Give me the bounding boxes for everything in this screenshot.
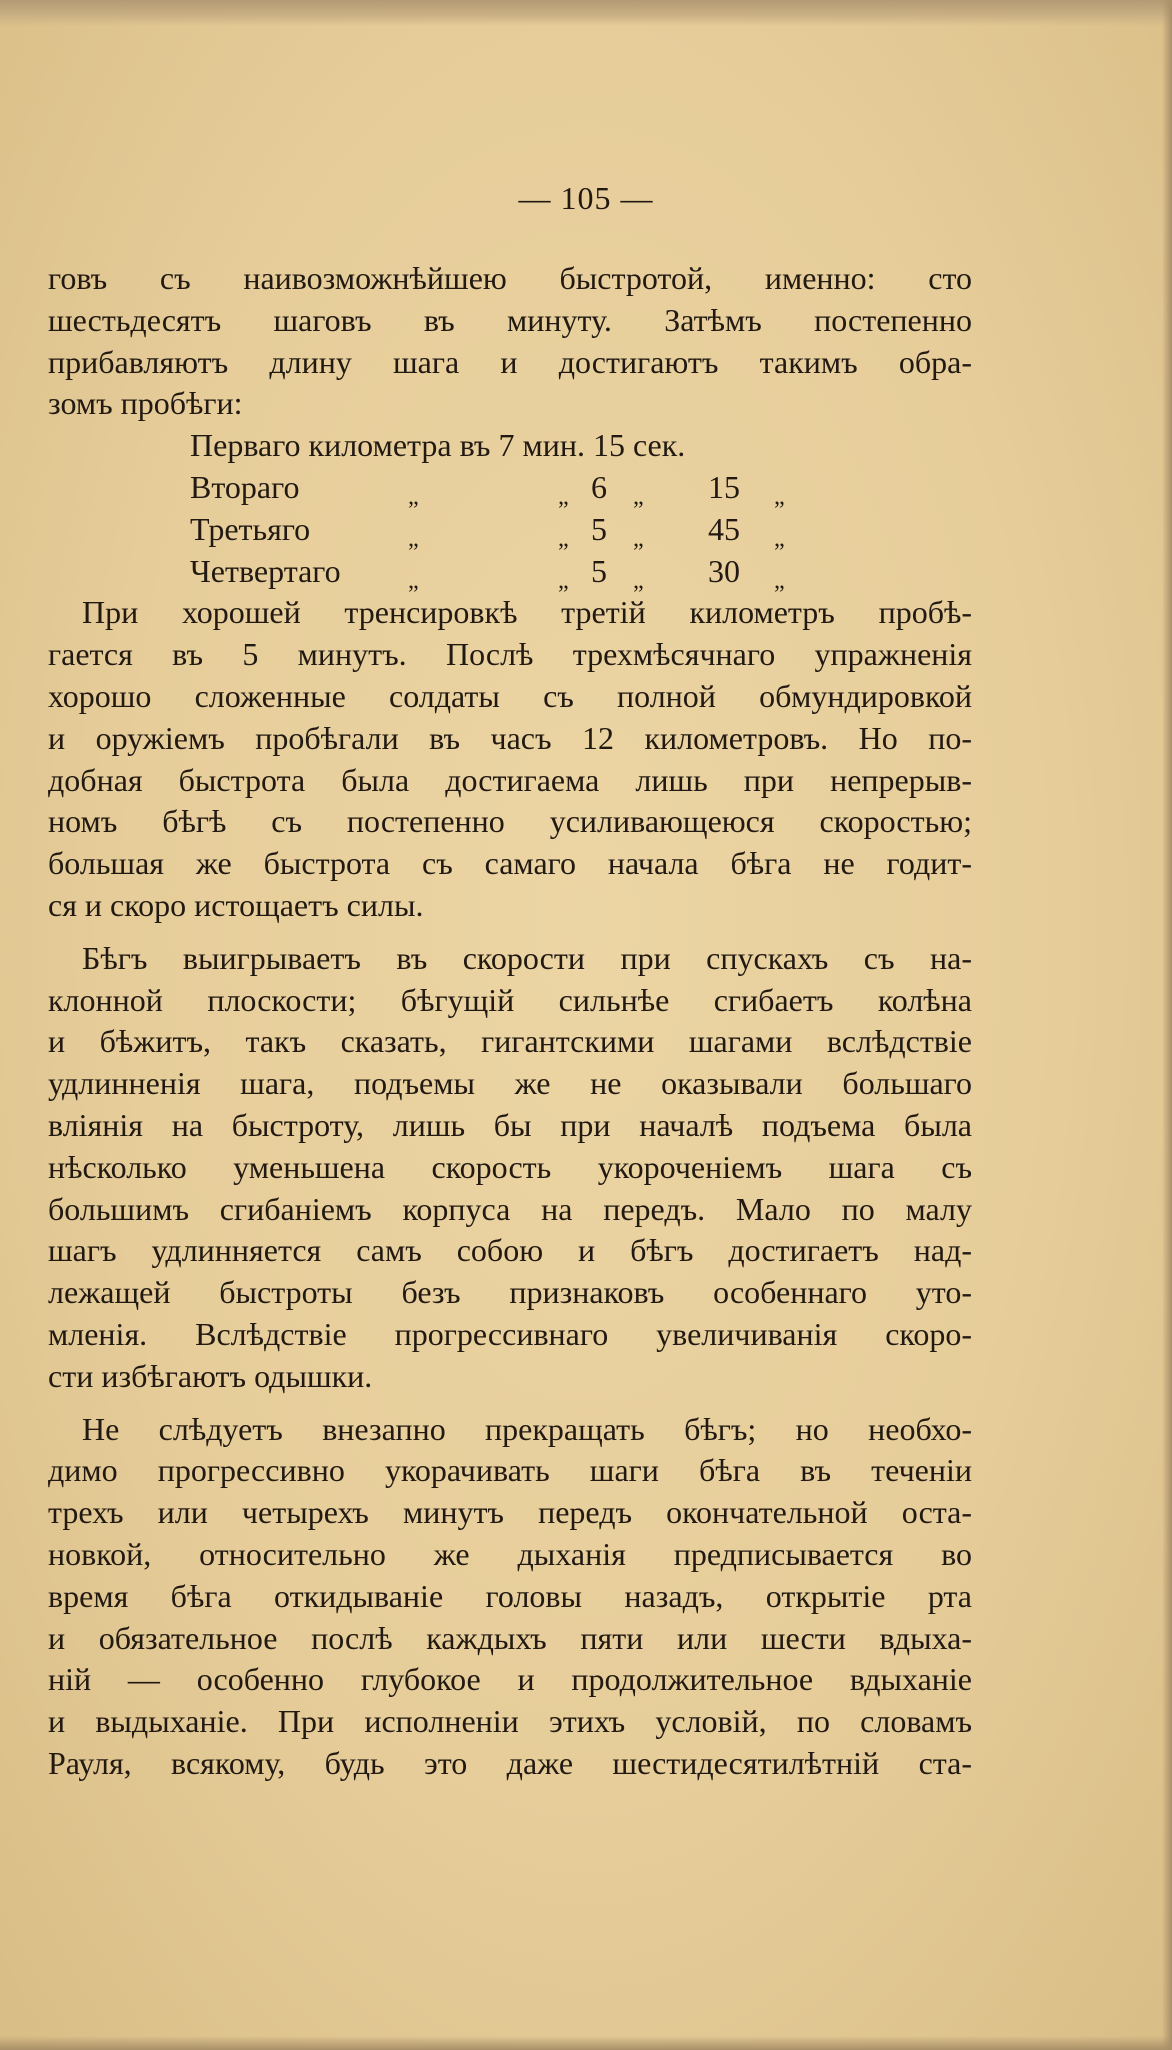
ditto-mark: „ [558,525,569,552]
ditto-mark: „ [774,525,785,552]
text-line: время бѣга откидываніе головы назадъ, открытіе рта [48,1577,972,1614]
text-line: гается въ 5 минутъ. Послѣ трехмѣсячнаго упражненія [48,636,972,673]
pace-table-row [48,425,972,467]
text-line: вліянія на быстроту, лишь бы при началѣ подъема была [48,1106,972,1143]
ditto-mark: „ [774,483,785,510]
ditto-mark: „ [408,483,419,510]
text-line: и обязательное послѣ каждыхъ пяти или шести вдыха- [48,1619,972,1656]
pace-row-label: Втораго [190,468,300,505]
ditto-mark: „ [558,483,569,510]
text-line: нѣсколько уменьшена скорость укороченіемъ шага съ [48,1148,972,1185]
pace-table-row [48,551,972,593]
text-line: шестьдесятъ шаговъ въ минуту. Затѣмъ постепенно [48,301,972,338]
page-number: — 105 — [518,180,654,216]
ditto-mark: „ [774,567,785,594]
pace-table-first-row: Перваго километра въ 7 мин. 15 сек. [190,427,686,464]
pace-row-minutes: 5 [591,552,607,589]
text-line: и бѣжитъ, такъ сказать, гигантскими шагами вслѣдствіе [48,1023,972,1060]
text-line: шагъ удлинняется самъ собою и бѣгъ достигаетъ над- [48,1232,972,1269]
ditto-mark: „ [408,567,419,594]
paragraph [48,1409,972,1785]
text-line: клонной плоскости; бѣгущій сильнѣе сгибаетъ колѣна [48,981,972,1018]
pace-row-minutes: 5 [591,510,607,547]
paragraph [48,592,972,926]
page-right-edge [1162,0,1172,2050]
pace-row-label: Четвертаго [190,552,341,589]
pace-table [48,425,972,592]
text-line: ній — особенно глубокое и продолжительное вдыханіе [48,1661,972,1698]
text-line: добная быстрота была достигаема лишь при непрерыв- [48,761,972,798]
ditto-mark: „ [633,483,644,510]
ditto-mark: „ [558,567,569,594]
pace-row-label: Третьяго [190,510,311,547]
text-line: и выдыханіе. При исполненіи этихъ условій, по словамъ [48,1703,972,1740]
text-line: Рауля, всякому, будь это даже шестидесятилѣтній ста- [48,1744,972,1781]
text-line: ся и скоро истощаетъ силы. [48,886,424,923]
text-line: сти избѣгаютъ одышки. [48,1357,373,1394]
pace-table-row [48,467,972,509]
text-line: зомъ пробѣги: [48,385,243,422]
ditto-mark: „ [633,525,644,552]
pace-row-seconds: 15 [708,468,740,505]
text-line: номъ бѣгѣ съ постепенно усиливающеюся скоростью; [48,803,972,840]
paragraph [48,938,972,1398]
text-line: удлинненія шага, подъемы же не оказывали большаго [48,1065,972,1102]
text-line: новкой, относительно же дыханія предписывается во [48,1535,972,1572]
ditto-mark: „ [408,525,419,552]
ditto-mark: „ [633,567,644,594]
text-line: большимъ сгибаніемъ корпуса на передъ. Мало по малу [48,1190,972,1227]
text-line: димо прогрессивно укорачивать шаги бѣга въ теченіи [48,1452,972,1489]
pace-row-seconds: 45 [708,510,740,547]
text-line: и оружіемъ пробѣгали въ часъ 12 километровъ. Но по- [48,719,972,756]
text-line: Не слѣдуетъ внезапно прекращать бѣгъ; но необхо- [82,1410,972,1447]
text-line: говъ съ наивозможнѣйшею быстротой, именно: сто [48,260,972,296]
text-line: лежащей быстроты безъ признаковъ особеннаго уто- [48,1274,972,1311]
intro-paragraph [48,258,972,425]
pace-row-minutes: 6 [591,468,607,505]
page-bottom-edge [0,2036,1172,2050]
pace-table-row [48,509,972,551]
text-line: При хорошей тренсировкѣ третій километръ пробѣ- [82,594,972,631]
page-top-edge [0,0,1172,26]
text-line: хорошо сложенные солдаты съ полной обмундировкой [48,677,972,714]
text-line: большая же быстрота съ самаго начала бѣга не годит- [48,845,972,882]
pace-row-seconds: 30 [708,552,740,589]
text-line: прибавляютъ длину шага и достигаютъ такимъ обра- [48,343,972,380]
text-line: мленія. Вслѣдствіе прогрессивнаго увеличиванія скоро- [48,1315,972,1352]
body-text [48,258,972,1785]
text-line: Бѣгъ выигрываетъ въ скорости при спускахъ съ на- [82,939,972,976]
text-line: трехъ или четырехъ минутъ передъ окончательной оста- [48,1494,972,1531]
